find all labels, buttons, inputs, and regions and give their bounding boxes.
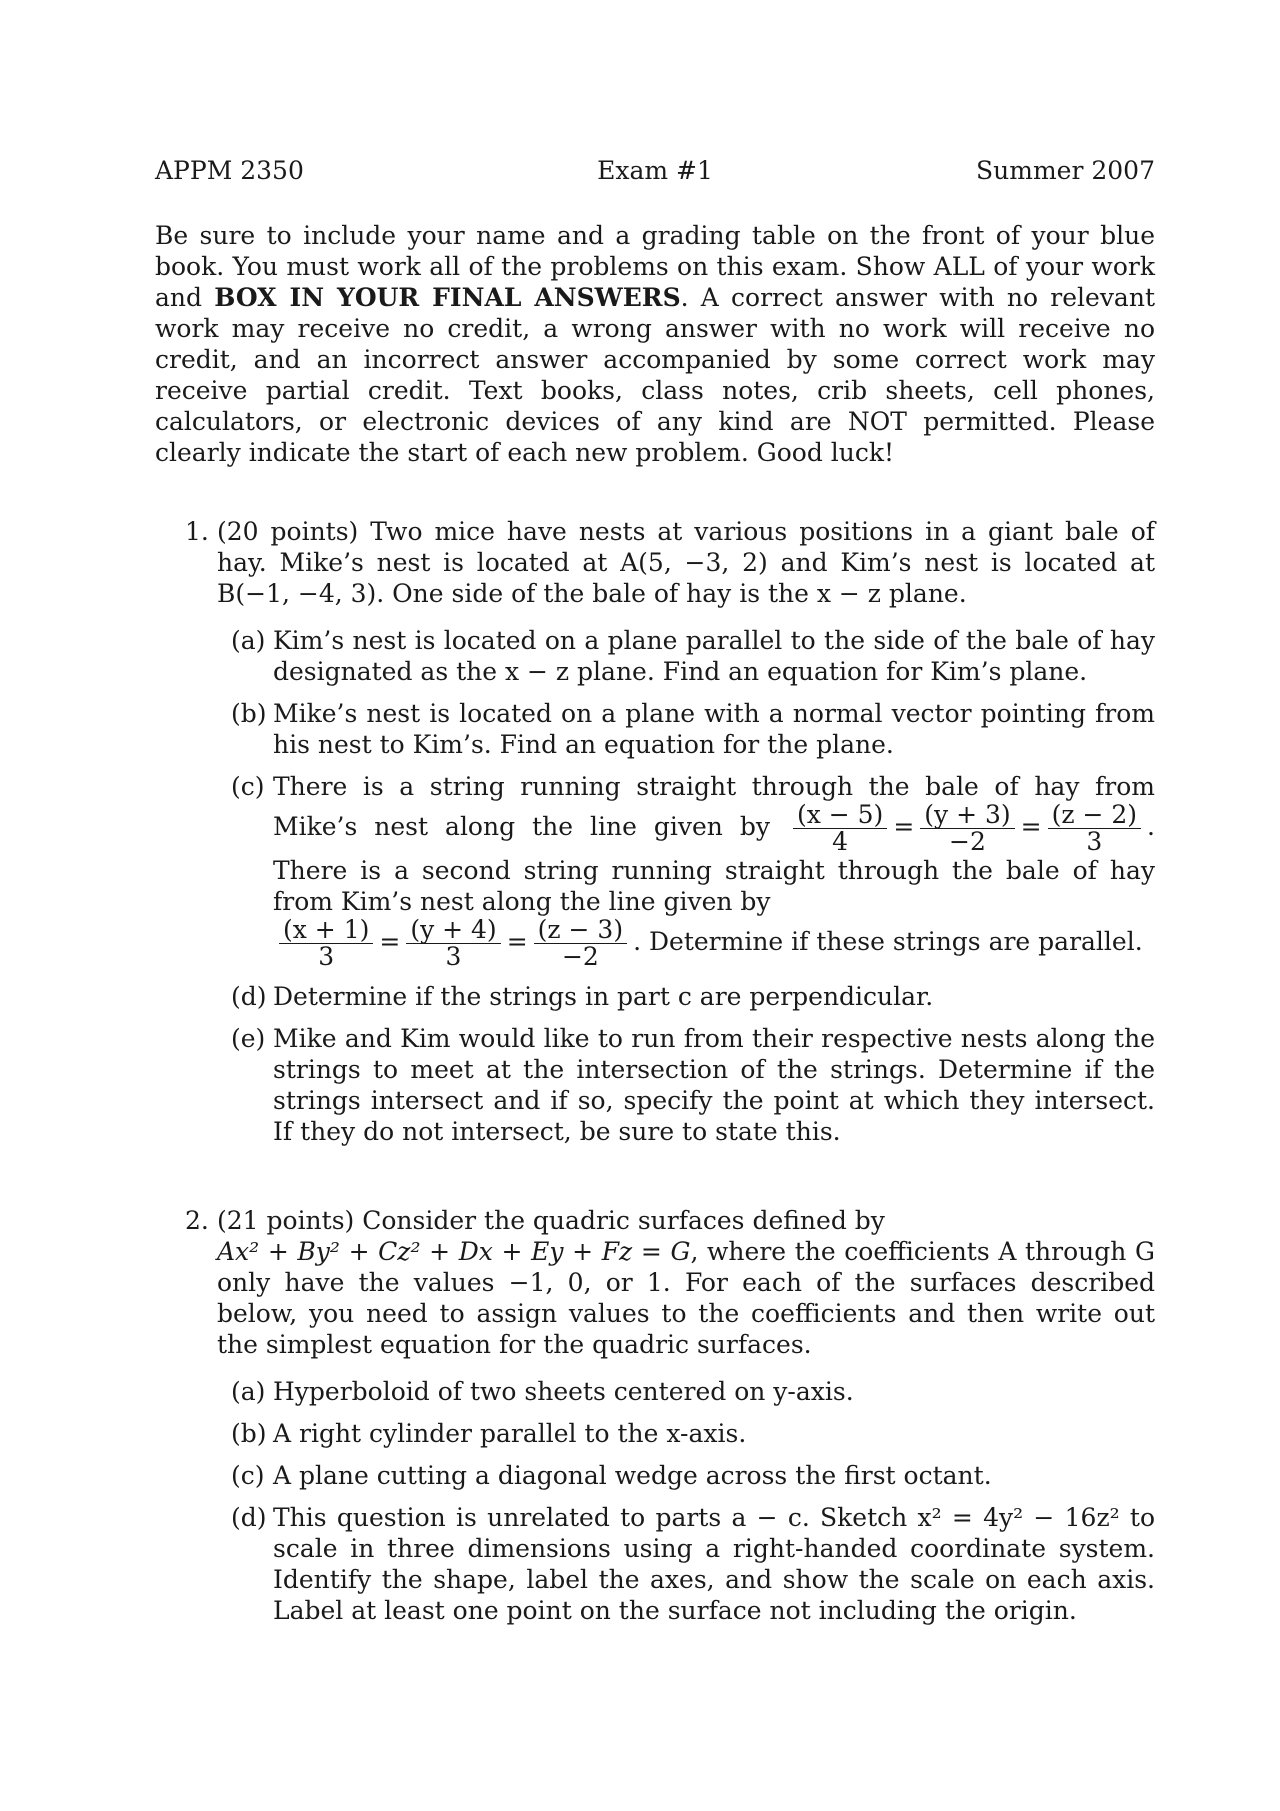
problem-2-stem-2: , where the coefficients A through G only have the values −1, 0, or 1. For each of the surfaces described below, you need to assign values to the coefficients and then write out the simplest equation for the quadric surfaces.: [217, 1237, 1155, 1359]
denominator: 3: [318, 942, 335, 971]
problem-1-parts: [217, 625, 1155, 1147]
problem-2-parts: [217, 1376, 1155, 1626]
part-text: Hyperboloid of two sheets centered on y-axis.: [273, 1377, 854, 1406]
part-text: . Determine if these strings are parallel.: [633, 927, 1143, 956]
problem-2: [155, 1205, 1155, 1626]
part-text: Mike’s nest is located on a plane with a normal vector pointing from his nest to Kim’s. Find an equation for the plane.: [273, 699, 1155, 759]
problem-1-number: 1.: [185, 517, 209, 546]
fraction: [793, 802, 887, 855]
part-text: A plane cutting a diagonal wedge across the first octant.: [273, 1461, 992, 1490]
problem-2-part-d: [217, 1502, 1155, 1626]
denominator: 3: [445, 942, 462, 971]
problem-1: [155, 516, 1155, 1147]
part-text: This question is unrelated to parts a − c. Sketch x² = 4y² − 16z² to scale in three dimensions using a right-handed coordinate system. Identify the shape, label the axes, and show the scale on each axis. Label at least one point on the surface not including the origin.: [273, 1503, 1155, 1625]
fraction: [1048, 802, 1141, 855]
numerator: (y + 3): [920, 802, 1014, 829]
problem-1-stem: (20 points) Two mice have nests at various positions in a giant bale of hay. Mike’s nest is located at A(5, −3, 2) and Kim’s nest is located at B(−1, −4, 3). One side of the bale of hay is the x − z plane.: [217, 517, 1155, 608]
numerator: (x − 5): [793, 802, 887, 829]
course-code: APPM 2350: [155, 156, 304, 185]
part-text: Kim’s nest is located on a plane parallel to the side of the bale of hay designated as the x − z plane. Find an equation for Kim’s plane.: [273, 626, 1155, 686]
fraction: [406, 917, 500, 970]
numerator: (z − 3): [534, 917, 627, 944]
numerator: (y + 4): [406, 917, 500, 944]
numerator: (x + 1): [279, 917, 373, 944]
part-text: A right cylinder parallel to the x-axis.: [273, 1419, 747, 1448]
part-label: (c): [231, 772, 265, 801]
instructions-bold: BOX IN YOUR FINAL ANSWERS: [214, 283, 681, 312]
problem-2-stem-1: (21 points) Consider the quadric surfaces defined by: [217, 1206, 885, 1235]
part-text: Mike and Kim would like to run from their respective nests along the strings to meet at the intersection of the strings. Determine if the strings intersect and if so, specify the point at which they intersect. If they do not intersect, be sure to state this.: [273, 1024, 1155, 1146]
part-label: (d): [231, 1503, 267, 1532]
fraction: [920, 802, 1014, 855]
denominator: 4: [832, 827, 849, 856]
part-label: (b): [231, 699, 267, 728]
fraction: [279, 917, 373, 970]
problem-2-stem: [217, 1205, 1155, 1360]
instructions-text-1: Be sure to include your name and a grading table on the front of your blue book. You must work all of the problems on this exam. Show ALL of your work and: [155, 221, 1155, 312]
exam-title: Exam #1: [597, 156, 713, 185]
part-label: (c): [231, 1461, 265, 1490]
problem-1-part-b: [217, 698, 1155, 760]
part-label: (d): [231, 982, 267, 1011]
part-text: There is a string running straight through the bale of hay from Mike’s nest along the line given by: [273, 772, 1155, 841]
part-label: (a): [231, 1377, 266, 1406]
part-label: (a): [231, 626, 266, 655]
denominator: −2: [949, 827, 986, 856]
problem-2-part-b: [217, 1418, 1155, 1449]
problem-1-part-a: [217, 625, 1155, 687]
exam-page: [155, 155, 1155, 1637]
part-text: Determine if the strings in part c are perpendicular.: [273, 982, 934, 1011]
problem-2-part-c: [217, 1460, 1155, 1491]
part-text: . There is a second string running straight through the bale of hay from Kim’s nest along the line given by: [273, 812, 1155, 916]
problem-1-part-c: (c) There is a string running straight through the bale of hay from Mike’s nest along the line given by $\frac{(x - 5)}{4}$ = $\frac{(y + 3)}{-2}$ = $\frac{(z - 2)}{3}$ . There is a second string running straight through the bale of hay from Kim’s nest along the line given by $\frac{(x + 1)}{3}$ = $\frac{(y + 4)}{3}$ = $\frac{(z - 3)}{-2}$ . Determine if these strings are parallel.: [231, 772, 1155, 971]
problem-1-part-e: [217, 1023, 1155, 1147]
instructions: [155, 220, 1155, 468]
problem-2-part-a: [217, 1376, 1155, 1407]
part-label: (e): [231, 1024, 266, 1053]
fraction: [534, 917, 627, 970]
page-header: [155, 155, 1155, 186]
quadric-equation: Ax² + By² + Cz² + Dx + Ey + Fz = G: [217, 1237, 691, 1266]
denominator: 3: [1086, 827, 1103, 856]
problem-2-number: 2.: [185, 1206, 209, 1235]
denominator: −2: [561, 942, 599, 971]
part-label: (b): [231, 1419, 267, 1448]
numerator: (z − 2): [1048, 802, 1141, 829]
problem-1-part-d: [217, 981, 1155, 1012]
instructions-text-2: . A correct answer with no relevant work may receive no credit, a wrong answer with no work will receive no credit, and an incorrect answer accompanied by some correct work may receive partial credit. Text books, class notes, crib sheets, cell phones, calculators, or electronic devices of any kind are NOT permitted. Please clearly indicate the start of each new problem. Good luck!: [155, 283, 1155, 467]
exam-term: Summer 2007: [976, 156, 1155, 185]
